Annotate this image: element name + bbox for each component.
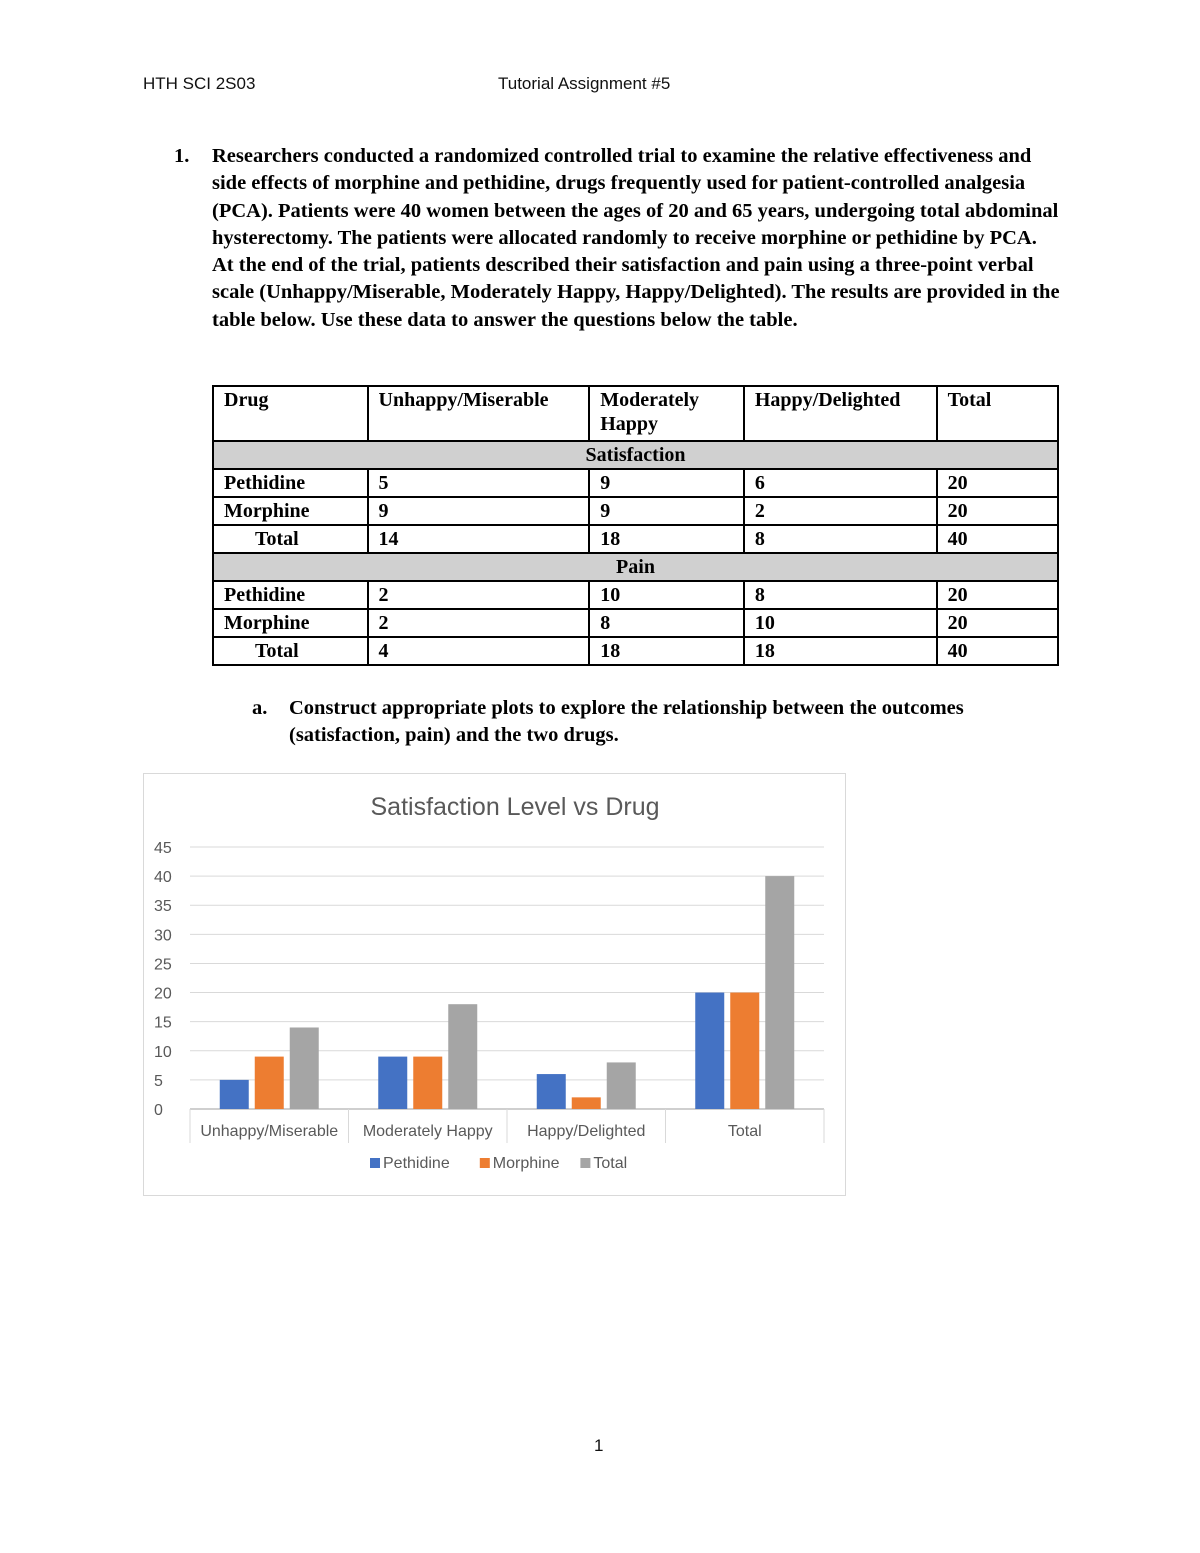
chart-svg bbox=[144, 774, 845, 1195]
satisfaction-chart bbox=[143, 773, 846, 1196]
y-tick-label: 40 bbox=[154, 869, 172, 887]
bar-morphine bbox=[730, 993, 759, 1109]
table-cell: Total bbox=[213, 525, 368, 553]
table-cell: 8 bbox=[744, 525, 937, 553]
table-row bbox=[213, 637, 1058, 665]
table-cell: 2 bbox=[744, 497, 937, 525]
table-cell: 2 bbox=[368, 609, 590, 637]
table-cell: Morphine bbox=[213, 609, 368, 637]
y-tick-label: 35 bbox=[154, 898, 172, 916]
table-header-cell: Happy/Delighted bbox=[744, 386, 937, 441]
table-cell: 9 bbox=[589, 469, 744, 497]
subquestion-letter: a. bbox=[252, 697, 268, 719]
table-header-cell: Unhappy/Miserable bbox=[368, 386, 590, 441]
x-tick-label: Unhappy/Miserable bbox=[200, 1123, 339, 1140]
bar-pethidine bbox=[537, 1074, 566, 1109]
table-cell: Morphine bbox=[213, 497, 368, 525]
table-cell: 6 bbox=[744, 469, 937, 497]
y-tick-label: 10 bbox=[154, 1043, 172, 1061]
bar-total bbox=[765, 876, 794, 1109]
section-title-pain: Pain bbox=[213, 553, 1058, 581]
table-cell: 10 bbox=[744, 609, 937, 637]
table-cell: 8 bbox=[589, 609, 744, 637]
table-cell: 18 bbox=[589, 525, 744, 553]
header-course: HTH SCI 2S03 bbox=[143, 74, 256, 93]
table-header-row bbox=[213, 386, 1058, 441]
y-tick-label: 0 bbox=[154, 1102, 163, 1119]
table-cell: 40 bbox=[937, 637, 1058, 665]
table-cell: 20 bbox=[937, 497, 1058, 525]
question-number: 1. bbox=[174, 145, 190, 167]
legend-label: Morphine bbox=[492, 1155, 560, 1172]
x-tick-label: Moderately Happy bbox=[362, 1123, 493, 1140]
bar-morphine bbox=[413, 1057, 442, 1109]
table-row bbox=[213, 469, 1058, 497]
table-cell: 18 bbox=[744, 637, 937, 665]
bar-pethidine bbox=[695, 993, 724, 1109]
y-tick-label: 5 bbox=[154, 1072, 163, 1090]
table-cell: 5 bbox=[368, 469, 590, 497]
question-text: Researchers conducted a randomized controlled trial to examine the relative effectiveness and side effects of morphine and pethidine, drugs frequently used for patient-controlled analgesia (PCA). Patients were 40 women between the ages of 20 and 65 years, undergoing total abdominal hysterectomy. The patients were allocated randomly to receive morphine or pethidine by PCA. At the end of the trial, patients described their satisfaction and pain using a three-point verbal scale (Unhappy/Miserable, Moderately Happy, Happy/Delighted). The results are provided in the table below. Use these data to answer the questions below the table. bbox=[212, 145, 1060, 331]
table-row bbox=[213, 525, 1058, 553]
table-cell: Pethidine bbox=[213, 581, 368, 609]
section-title-satisfaction: Satisfaction bbox=[213, 441, 1058, 469]
table-cell: 20 bbox=[937, 469, 1058, 497]
bar-total bbox=[448, 1004, 477, 1109]
table-header-cell: Drug bbox=[213, 386, 368, 441]
table-cell: 9 bbox=[589, 497, 744, 525]
table-cell: 4 bbox=[368, 637, 590, 665]
bar-total bbox=[290, 1027, 319, 1109]
legend-label: Total bbox=[593, 1155, 628, 1172]
legend-swatch bbox=[580, 1158, 590, 1168]
bar-morphine bbox=[255, 1057, 284, 1109]
table-cell: Total bbox=[213, 637, 368, 665]
table-cell: 10 bbox=[589, 581, 744, 609]
table-cell: 20 bbox=[937, 581, 1058, 609]
bar-pethidine bbox=[220, 1080, 249, 1109]
y-tick-label: 30 bbox=[154, 927, 172, 945]
x-tick-label: Total bbox=[727, 1123, 762, 1140]
table-cell: 8 bbox=[744, 581, 937, 609]
bar-pethidine bbox=[378, 1057, 407, 1109]
table-row bbox=[213, 609, 1058, 637]
bar-total bbox=[607, 1062, 636, 1109]
table-cell: 9 bbox=[368, 497, 590, 525]
legend-swatch bbox=[370, 1158, 380, 1168]
results-table bbox=[212, 385, 1059, 666]
table-section-row bbox=[213, 553, 1058, 581]
table-header-cell: Total bbox=[937, 386, 1058, 441]
table-row bbox=[213, 581, 1058, 609]
x-tick-label: Happy/Delighted bbox=[527, 1123, 646, 1140]
table-section-row bbox=[213, 441, 1058, 469]
legend-label: Pethidine bbox=[383, 1155, 450, 1172]
table-cell: Pethidine bbox=[213, 469, 368, 497]
table-cell: 40 bbox=[937, 525, 1058, 553]
y-tick-label: 45 bbox=[154, 840, 172, 857]
table-cell: 18 bbox=[589, 637, 744, 665]
header-assignment: Tutorial Assignment #5 bbox=[498, 74, 671, 93]
table-cell: 14 bbox=[368, 525, 590, 553]
table-cell: 2 bbox=[368, 581, 590, 609]
subquestion-text: Construct appropriate plots to explore the relationship between the outcomes (satisfaction, pain) and the two drugs. bbox=[289, 697, 964, 747]
legend-swatch bbox=[480, 1158, 490, 1168]
table-row bbox=[213, 497, 1058, 525]
table-header-cell: Moderately Happy bbox=[589, 386, 744, 441]
y-tick-label: 15 bbox=[154, 1014, 172, 1032]
bar-morphine bbox=[572, 1097, 601, 1109]
y-tick-label: 25 bbox=[154, 956, 172, 974]
table-cell: 20 bbox=[937, 609, 1058, 637]
page-number: 1 bbox=[594, 1436, 604, 1455]
y-tick-label: 20 bbox=[154, 985, 172, 1003]
chart-title: Satisfaction Level vs Drug bbox=[370, 793, 660, 821]
